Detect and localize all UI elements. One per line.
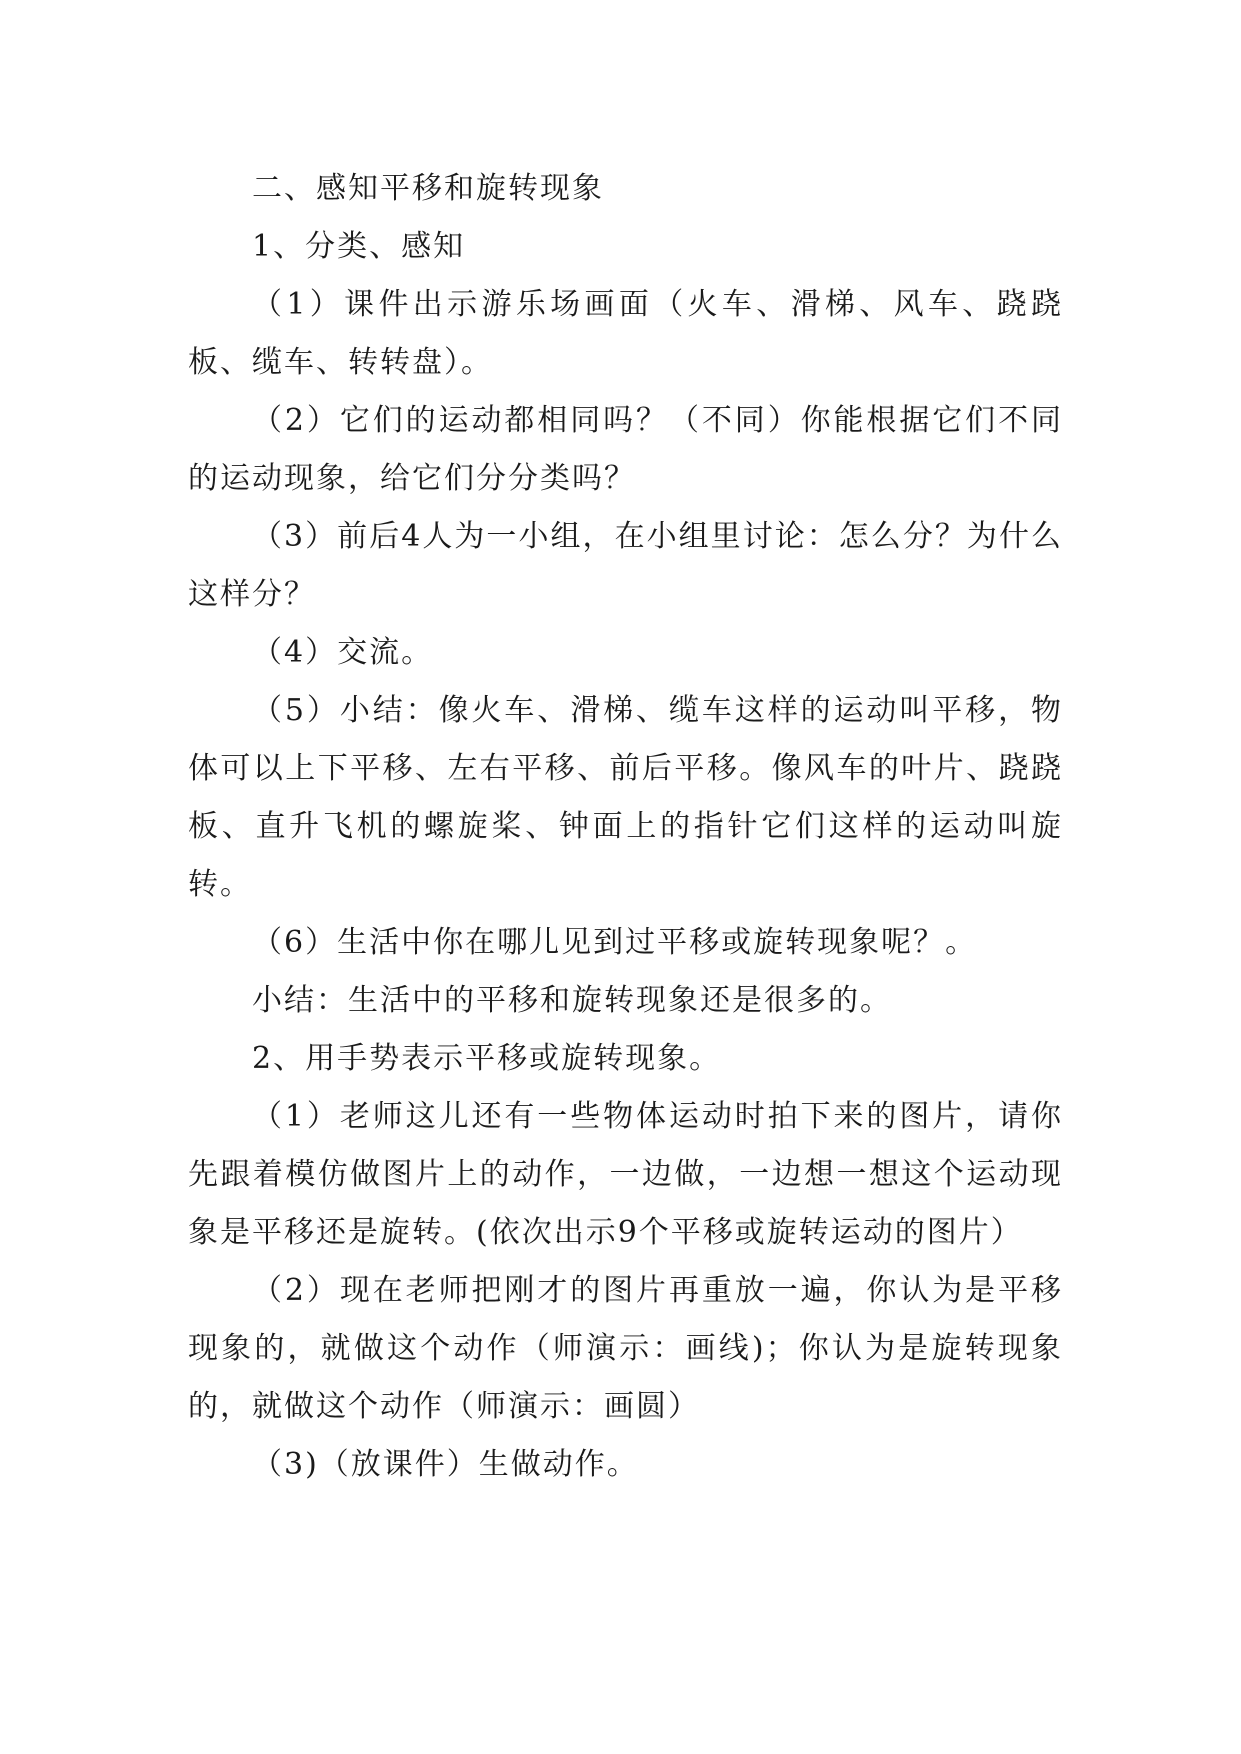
summary-paragraph: 小结：生活中的平移和旋转现象还是很多的。: [252, 983, 892, 1018]
document-body: [188, 160, 1063, 1494]
paragraph: （3)（放课件）生做动作。: [252, 1447, 639, 1482]
paragraph: （5）小结：像火车、滑梯、缆车这样的运动叫平移，物体可以上下平移、左右平移、前后平移。像风车的叶片、跷跷板、直升飞机的螺旋桨、钟面上的指针它们这样的运动叫旋转。: [188, 693, 1063, 902]
paragraph: （1）老师这儿还有一些物体运动时拍下来的图片，请你先跟着模仿做图片上的动作，一边做，一边想一想这个运动现象是平移还是旋转。(依次出示9个平移或旋转运动的图片）: [188, 1099, 1063, 1250]
subsection-heading: 2、用手势表示平移或旋转现象。: [252, 1041, 722, 1076]
subsection-heading: 1、分类、感知: [252, 229, 466, 264]
section-heading: 二、感知平移和旋转现象: [252, 171, 604, 206]
paragraph: （2）现在老师把刚才的图片再重放一遍，你认为是平移现象的，就做这个动作（师演示：画线)；你认为是旋转现象的，就做这个动作（师演示：画圆）: [188, 1273, 1063, 1424]
paragraph: （6）生活中你在哪儿见到过平移或旋转现象呢？。: [252, 925, 978, 960]
paragraph: （1）课件出示游乐场画面（火车、滑梯、风车、跷跷板、缆车、转转盘）。: [188, 287, 1063, 380]
paragraph: （4）交流。: [252, 635, 434, 670]
paragraph: （3）前后4人为一小组，在小组里讨论：怎么分？为什么这样分？: [188, 519, 1063, 612]
paragraph: （2）它们的运动都相同吗？（不同）你能根据它们不同的运动现象，给它们分分类吗？: [188, 403, 1063, 496]
